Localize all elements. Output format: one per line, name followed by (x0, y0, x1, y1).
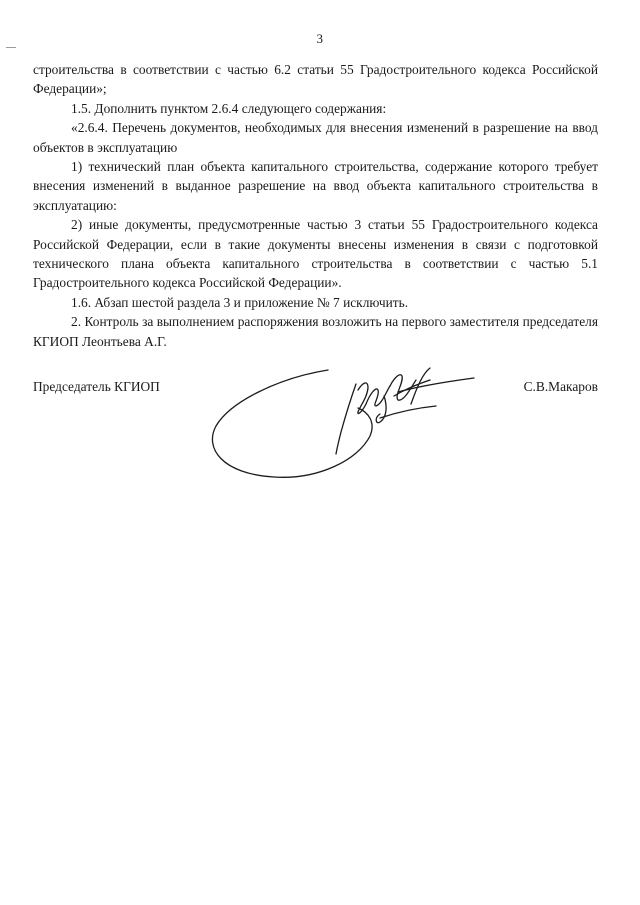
paragraph-item-2-6-4: «2.6.4. Перечень документов, необходимых для внесения изменений в разрешение на ввод объектов в эксплуатацию (33, 120, 598, 155)
paragraph-item-1-5: 1.5. Дополнить пунктом 2.6.4 следующего содержания: (71, 100, 387, 116)
page-number: 3 (316, 31, 324, 46)
paragraph-item-2: 2. Контроль за выполнением распоряжения возложить на первого заместителя председателя КГИОП Леонтьева А.Г. (33, 314, 598, 349)
document-body (33, 60, 598, 351)
paragraph-item-1-6: 1.6. Абзап шестой раздела 3 и приложение № 7 исключить. (71, 294, 409, 310)
handwritten-signature (208, 356, 478, 484)
paragraph-subitem-1: 1) технический план объекта капитального строительства, содержание которого требует внесения изменений в выданное разрешение на ввод объекта капитального строительства в эксплуатацию: (33, 159, 598, 213)
paragraph-subitem-2: 2) иные документы, предусмотренные частью 3 статьи 55 Градостроительного кодекса Российской Федерации, если в такие документы внесены изменения в связи с подготовкой технического плана объекта капитального строительства в соответствии с частью 5.1 Градостроительного кодекса Российской Федерации». (33, 217, 598, 291)
signer-title: Председатель КГИОП (33, 379, 160, 394)
margin-mark (6, 47, 16, 48)
signer-name: С.В.Макаров (523, 379, 598, 394)
paragraph-continuation: строительства в соответствии с частью 6.2 статьи 55 Градостроительного кодекса Российской Федерации»; (33, 62, 598, 97)
